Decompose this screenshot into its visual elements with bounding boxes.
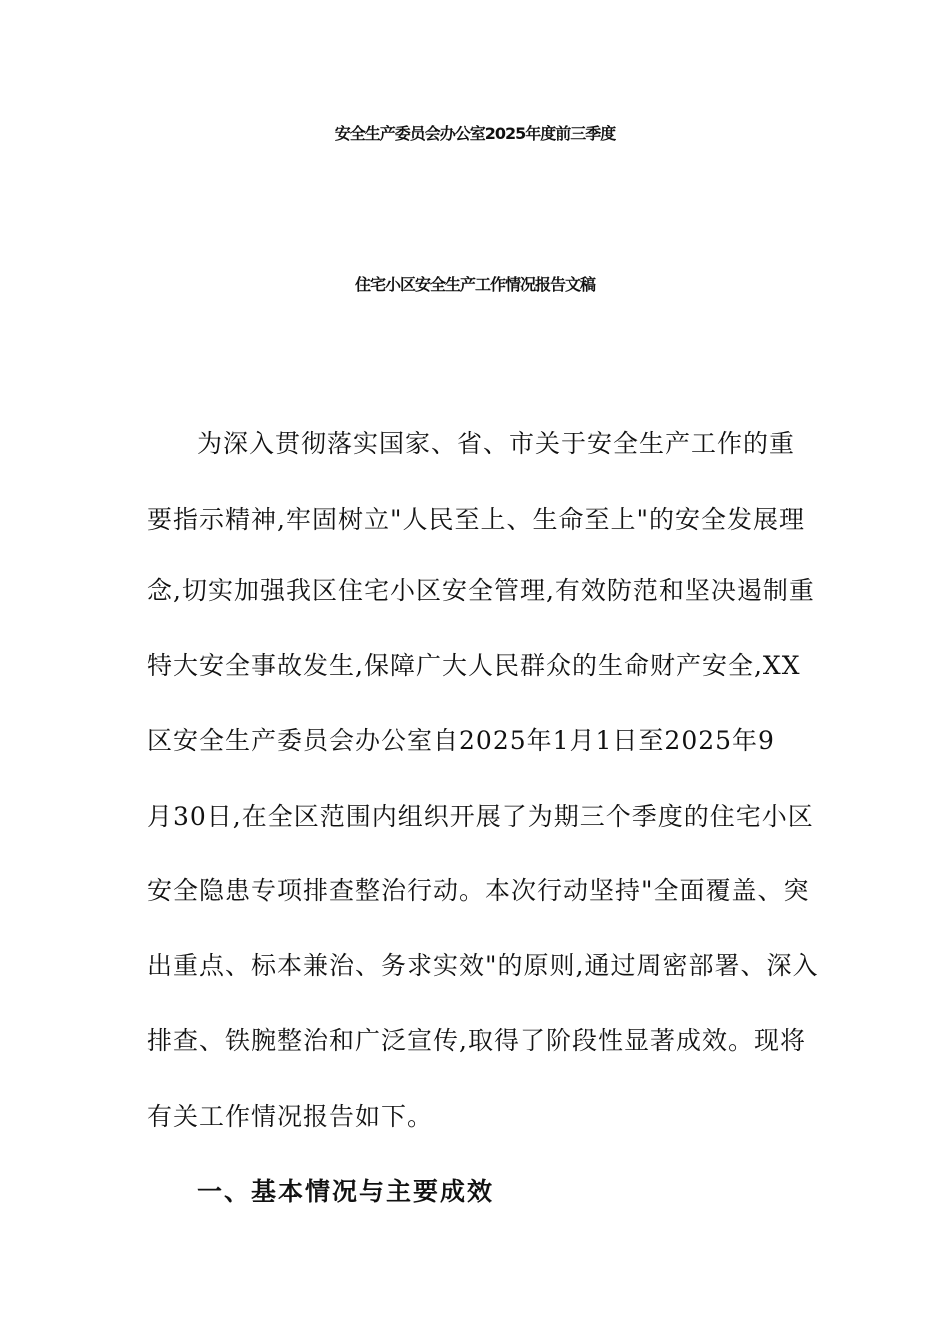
paragraph-line: 特大安全事故发生,保障广大人民群众的生命财产安全,XX xyxy=(147,651,801,680)
paragraph-line: 安全隐患专项排查整治行动。本次行动坚持"全面覆盖、突 xyxy=(147,876,810,905)
paragraph-line: 区安全生产委员会办公室自2025年1月1日至2025年9 xyxy=(147,726,775,755)
paragraph-line: 出重点、标本兼治、务求实效"的原则,通过周密部署、深入 xyxy=(147,951,819,980)
document-title-line-1: 安全生产委员会办公室2025年度前三季度 xyxy=(334,124,616,143)
section-heading: 一、基本情况与主要成效 xyxy=(197,1177,495,1206)
paragraph-line: 月30日,在全区范围内组织开展了为期三个季度的住宅小区 xyxy=(147,802,814,831)
paragraph-line: 为深入贯彻落实国家、省、市关于安全生产工作的重 xyxy=(197,429,796,458)
paragraph-line: 排查、铁腕整治和广泛宣传,取得了阶段性显著成效。现将 xyxy=(147,1026,806,1055)
paragraph-line: 有关工作情况报告如下。 xyxy=(147,1102,434,1131)
paragraph-line: 念,切实加强我区住宅小区安全管理,有效防范和坚决遏制重 xyxy=(147,576,815,605)
paragraph-line: 要指示精神,牢固树立"人民至上、生命至上"的安全发展理 xyxy=(147,505,805,534)
document-title-line-2: 住宅小区安全生产工作情况报告文稿 xyxy=(354,275,595,294)
